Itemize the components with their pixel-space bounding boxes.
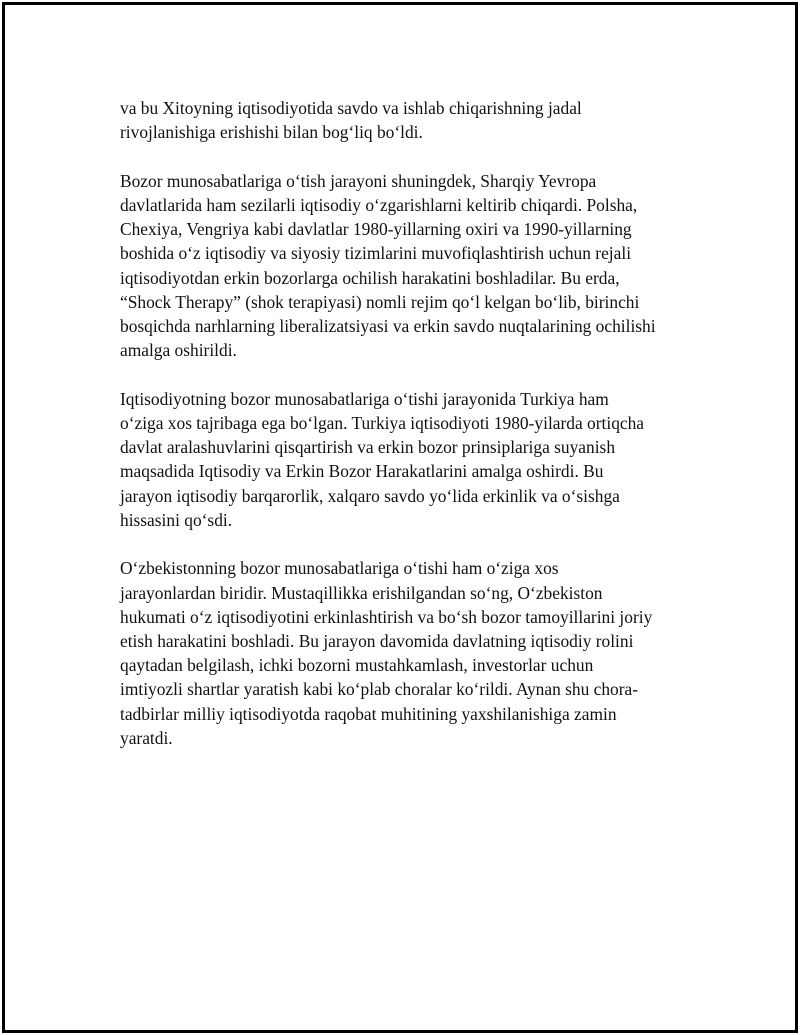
paragraph-china-trade: va bu Xitoyning iqtisodiyotida savdo va ishlab chiqarishning jadal rivojlanishiga erishishi bilan bog‘liq bo‘ldi.: [120, 98, 582, 143]
paragraph-eastern-europe: Bozor munosabatlariga o‘tish jarayoni shuningdek, Sharqiy Yevropa davlatlarida ham sezilarli iqtisodiy o‘zgarishlarni keltirib chiqardi. Polsha, Chexiya, Vengriya kabi davlatlar 1980-yillarning oxiri va 1990-yillarning boshida o‘z iqtisodiy va siyosiy tizimlarini muvofiqlashtirish uchun rejali iqtisodiyotdan erkin bozorlarga ochilish harakatini boshladilar. Bu erda, “Shock Therapy” (shok terapiyasi) nomli rejim qo‘l kelgan bo‘lib, birinchi bosqichda narhlarning liberalizatsiyasi va erkin savdo nuqtalarining ochilishi amalga oshirildi.: [120, 170, 656, 361]
page-frame: [2, 2, 798, 1033]
document-body: [120, 96, 710, 774]
paragraph-turkey: Iqtisodiyotning bozor munosabatlariga o‘tishi jarayonida Turkiya ham o‘ziga xos tajribaga ega bo‘lgan. Turkiya iqtisodiyoti 1980-yilarda ortiqcha davlat aralashuvlarini qisqartirish va erkin bozor prinsiplariga suyanish maqsadida Iqtisodiy va Erkin Bozor Harakatlarini amalga oshirdi. Bu jarayon iqtisodiy barqarorlik, xalqaro savdo yo‘lida erkinlik va o‘sishga hissasini qo‘sdi.: [120, 388, 645, 530]
paragraph-uzbekistan: O‘zbekistonning bozor munosabatlariga o‘tishi ham o‘ziga xos jarayonlardan biridir. Mustaqillikka erishilgandan so‘ng, O‘zbekiston hukumati o‘z iqtisodiyotini erkinlashtirish va bo‘sh bozor tamoyillarini joriy etish harakatini boshladi. Bu jarayon davomida davlatning iqtisodiy rolini qaytadan belgilash, ichki bozorni mustahkamlash, investorlar uchun imtiyozli shartlar yaratish kabi ko‘plab choralar ko‘rildi. Aynan shu chora- tadbirlar milliy iqtisodiyotda raqobat muhitining yaxshilanishiga zamin yaratdi.: [120, 558, 653, 748]
